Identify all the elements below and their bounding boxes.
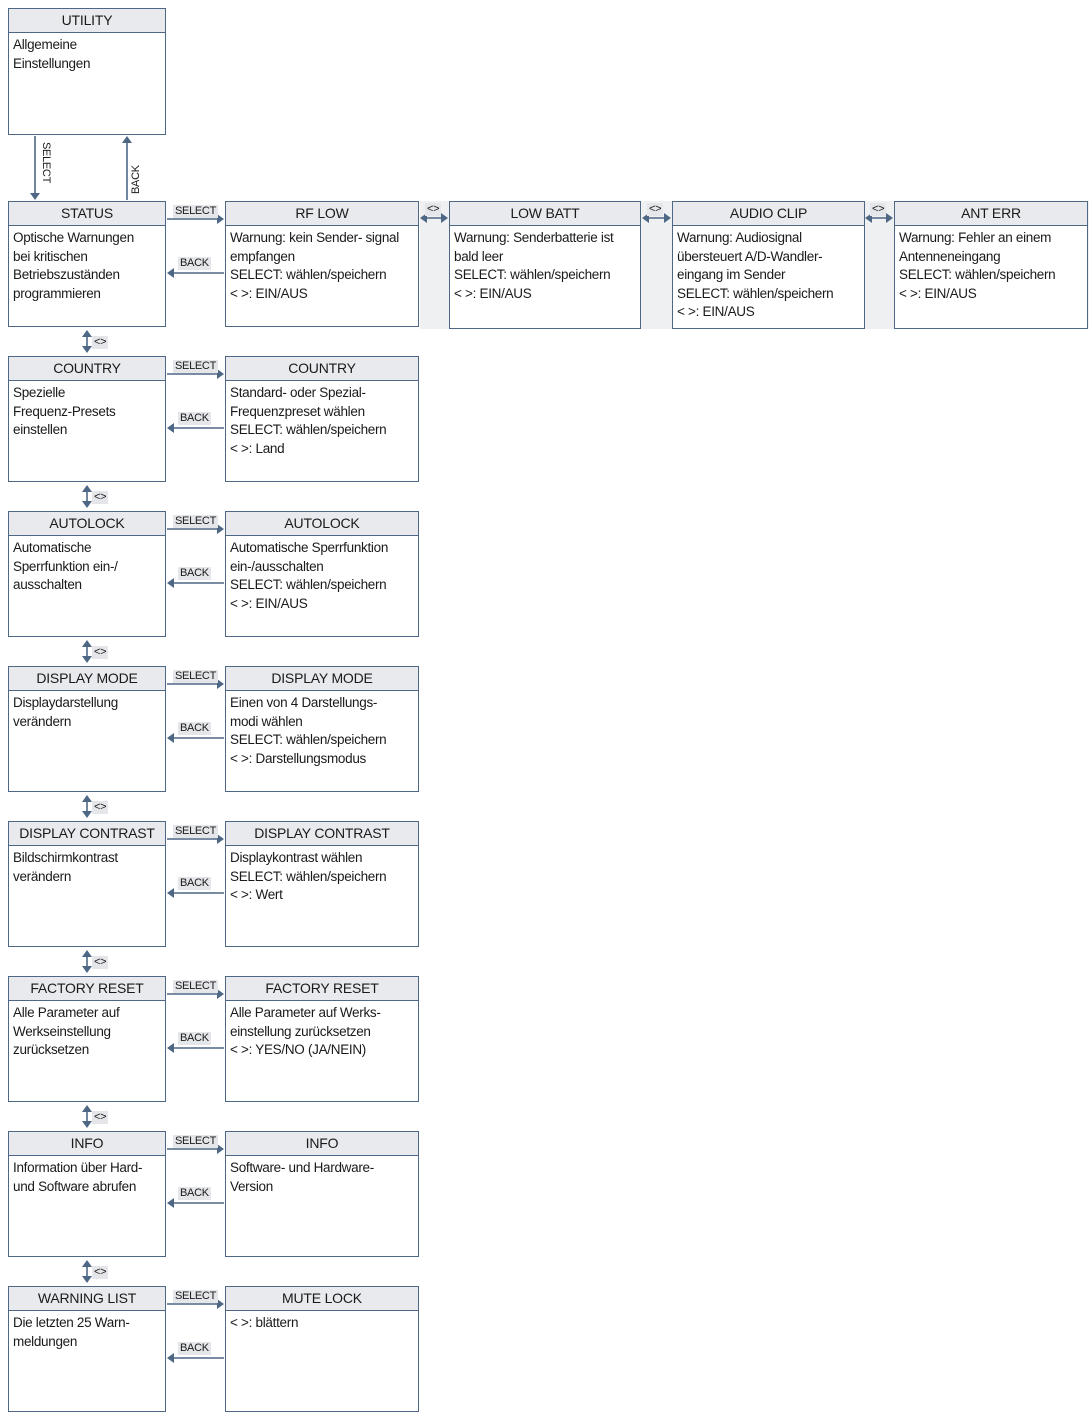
- menu-box-5-line: zurücksetzen: [13, 1042, 89, 1057]
- menu-box-1-line: Frequenz-Presets: [13, 403, 116, 419]
- menu-box-6[interactable]: [8, 1131, 166, 1257]
- status-chain-box-1-line: < >: EIN/AUS: [677, 304, 755, 319]
- status-chain-box-0-line: < >: EIN/AUS: [454, 285, 532, 301]
- select-arrowhead-5: [217, 989, 224, 999]
- chain-nav-label-2: <>: [872, 203, 885, 215]
- select-arrowhead-2: [217, 524, 224, 534]
- select-label-3: SELECT: [175, 670, 216, 682]
- submenu-box-4-text: [226, 846, 418, 905]
- submenu-box-3-line: SELECT: wählen/speichern: [230, 732, 387, 747]
- submenu-box-1-line: Frequenzpreset wählen: [230, 403, 365, 419]
- chain-nav-label-0: <>: [427, 203, 440, 215]
- nav-arrowhead-down-1: [82, 501, 92, 508]
- menu-box-0-line: Betriebszuständen: [13, 267, 120, 282]
- menu-box-0-line: Optische Warnungen: [13, 230, 134, 245]
- back-arrowhead-3: [167, 733, 174, 743]
- menu-box-5[interactable]: [8, 976, 166, 1102]
- back-arrowhead-7: [167, 1353, 174, 1363]
- select-label-1: SELECT: [175, 360, 216, 372]
- submenu-box-6-line: Software- und Hardware-: [230, 1160, 374, 1175]
- utility-box-line: Einstellungen: [13, 55, 91, 71]
- submenu-box-3[interactable]: [225, 666, 419, 792]
- submenu-box-5-line: einstellung zurücksetzen: [230, 1023, 371, 1039]
- nav-arrowhead-down-0: [82, 346, 92, 353]
- submenu-box-7[interactable]: [225, 1286, 419, 1412]
- status-chain-box-1-line: eingang im Sender: [677, 267, 786, 282]
- back-arrowhead-5: [167, 1043, 174, 1053]
- select-label-0: SELECT: [175, 205, 216, 217]
- submenu-box-2-line: SELECT: wählen/speichern: [230, 577, 387, 592]
- menu-box-2-line: Automatische: [13, 540, 92, 555]
- status-chain-box-0[interactable]: [449, 201, 641, 329]
- select-arrowhead-0: [217, 214, 224, 224]
- submenu-box-2-title: AUTOLOCK: [226, 512, 418, 536]
- select-arrowhead-4: [217, 834, 224, 844]
- menu-box-0-line: programmieren: [13, 285, 101, 301]
- back-label-0: BACK: [180, 257, 209, 269]
- submenu-box-5-line: Alle Parameter auf Werks-: [230, 1005, 381, 1020]
- submenu-box-0-line: SELECT: wählen/speichern: [230, 267, 387, 282]
- menu-box-7-line: Die letzten 25 Warn-: [13, 1315, 130, 1330]
- status-chain-box-0-title: LOW BATT: [450, 202, 640, 226]
- utility-box-line: Allgemeine: [13, 37, 77, 52]
- menu-box-4[interactable]: [8, 821, 166, 947]
- status-chain-box-0-line: bald leer: [454, 248, 504, 264]
- submenu-box-2-line: ein-/ausschalten: [230, 558, 324, 574]
- submenu-box-1-line: < >: Land: [230, 440, 285, 456]
- back-arrowhead-2: [167, 578, 174, 588]
- submenu-box-0-line: < >: EIN/AUS: [230, 285, 308, 301]
- back-label-6: BACK: [180, 1187, 209, 1199]
- submenu-box-1-line: SELECT: wählen/speichern: [230, 422, 387, 437]
- submenu-box-2-text: [226, 536, 418, 613]
- submenu-box-2[interactable]: [225, 511, 419, 637]
- back-arrowhead-4: [167, 888, 174, 898]
- nav-label-1: <>: [94, 491, 107, 503]
- menu-box-2-line: ausschalten: [13, 577, 82, 592]
- menu-box-6-title: INFO: [9, 1132, 165, 1156]
- nav-label-6: <>: [94, 1266, 107, 1278]
- menu-box-2-title: AUTOLOCK: [9, 512, 165, 536]
- submenu-box-0-text: [226, 226, 418, 303]
- nav-label-0: <>: [94, 336, 107, 348]
- menu-box-2[interactable]: [8, 511, 166, 637]
- status-chain-box-1-title: AUDIO CLIP: [673, 202, 864, 226]
- submenu-box-5[interactable]: [225, 976, 419, 1102]
- menu-box-1-line: Spezielle: [13, 385, 66, 400]
- utility-box-title: UTILITY: [9, 9, 165, 33]
- select-arrowhead-3: [217, 679, 224, 689]
- status-chain-box-2-line: < >: EIN/AUS: [899, 285, 977, 301]
- menu-box-7-line: meldungen: [13, 1333, 78, 1349]
- submenu-box-4[interactable]: [225, 821, 419, 947]
- menu-box-2-line: Sperrfunktion ein-/: [13, 558, 118, 574]
- menu-box-6-line: und Software abrufen: [13, 1178, 137, 1194]
- menu-box-6-text: [9, 1156, 165, 1196]
- nav-arrowhead-up-3: [82, 795, 92, 802]
- submenu-box-3-line: < >: Darstellungsmodus: [230, 750, 366, 766]
- menu-box-7-text: [9, 1311, 165, 1351]
- submenu-box-3-text: [226, 691, 418, 768]
- nav-arrowhead-up-0: [82, 330, 92, 337]
- menu-box-4-line: verändern: [13, 868, 72, 884]
- status-chain-box-1-line: Warnung: Audiosignal: [677, 230, 802, 245]
- submenu-box-0-title: RF LOW: [226, 202, 418, 226]
- back-label-2: BACK: [180, 567, 209, 579]
- back-arrowhead-1: [167, 423, 174, 433]
- submenu-box-4-line: < >: Wert: [230, 887, 283, 902]
- submenu-box-4-title: DISPLAY CONTRAST: [226, 822, 418, 846]
- submenu-box-3-title: DISPLAY MODE: [226, 667, 418, 691]
- status-chain-box-2-line: Warnung: Fehler an einem: [899, 230, 1052, 245]
- submenu-box-0-line: empfangen: [230, 248, 295, 264]
- nav-arrowhead-up-1: [82, 485, 92, 492]
- nav-arrowhead-up-6: [82, 1260, 92, 1267]
- nav-arrowhead-down-6: [82, 1276, 92, 1283]
- submenu-box-2-line: Automatische Sperrfunktion: [230, 540, 389, 555]
- select-label-2: SELECT: [175, 515, 216, 527]
- chain-nav-label-1: <>: [649, 203, 662, 215]
- back-label-4: BACK: [180, 877, 209, 889]
- utility-box[interactable]: [8, 8, 166, 135]
- select-label-vertical: SELECT: [40, 142, 52, 183]
- nav-arrowhead-up-5: [82, 1105, 92, 1112]
- back-label-5: BACK: [180, 1032, 209, 1044]
- menu-box-5-line: Alle Parameter auf: [13, 1005, 120, 1020]
- submenu-box-0-line: Warnung: kein Sender- signal: [230, 230, 399, 245]
- arrowhead-down: [30, 193, 40, 200]
- submenu-box-7-title: MUTE LOCK: [226, 1287, 418, 1311]
- status-chain-box-2[interactable]: [894, 201, 1088, 329]
- menu-box-0[interactable]: [8, 201, 166, 327]
- utility-box-text: [9, 33, 165, 73]
- menu-box-5-title: FACTORY RESET: [9, 977, 165, 1001]
- status-chain-box-0-line: SELECT: wählen/speichern: [454, 267, 611, 282]
- menu-box-6-line: Information über Hard-: [13, 1160, 143, 1175]
- nav-label-3: <>: [94, 801, 107, 813]
- submenu-box-1-line: Standard- oder Spezial-: [230, 385, 366, 400]
- submenu-box-4-line: Displaykontrast wählen: [230, 850, 363, 865]
- select-label-4: SELECT: [175, 825, 216, 837]
- back-arrowhead-0: [167, 268, 174, 278]
- submenu-box-3-line: Einen von 4 Darstellungs-: [230, 695, 378, 710]
- submenu-box-6[interactable]: [225, 1131, 419, 1257]
- nav-arrowhead-down-4: [82, 966, 92, 973]
- status-chain-box-0-text: [450, 226, 640, 303]
- status-chain-box-2-title: ANT ERR: [895, 202, 1087, 226]
- menu-box-3-text: [9, 691, 165, 731]
- menu-box-4-title: DISPLAY CONTRAST: [9, 822, 165, 846]
- submenu-box-5-line: < >: YES/NO (JA/NEIN): [230, 1042, 366, 1057]
- submenu-box-5-text: [226, 1001, 418, 1060]
- nav-arrowhead-up-2: [82, 640, 92, 647]
- nav-label-4: <>: [94, 956, 107, 968]
- menu-box-0-title: STATUS: [9, 202, 165, 226]
- nav-label-5: <>: [94, 1111, 107, 1123]
- submenu-box-0[interactable]: [225, 201, 419, 327]
- nav-arrowhead-up-4: [82, 950, 92, 957]
- menu-box-1-text: [9, 381, 165, 440]
- back-label-vertical: BACK: [130, 165, 142, 194]
- back-label-1: BACK: [180, 412, 209, 424]
- status-chain-box-2-text: [895, 226, 1087, 303]
- menu-box-7[interactable]: [8, 1286, 166, 1412]
- submenu-box-5-title: FACTORY RESET: [226, 977, 418, 1001]
- select-arrowhead-6: [217, 1144, 224, 1154]
- submenu-box-6-line: Version: [230, 1178, 273, 1194]
- menu-box-3-title: DISPLAY MODE: [9, 667, 165, 691]
- status-chain-box-1-text: [673, 226, 864, 322]
- submenu-box-7-text: [226, 1311, 418, 1333]
- select-label-5: SELECT: [175, 980, 216, 992]
- menu-box-4-text: [9, 846, 165, 886]
- menu-box-1-line: einstellen: [13, 422, 68, 437]
- status-chain-box-1-line: übersteuert A/D-Wandler-: [677, 248, 823, 264]
- select-arrowhead-7: [217, 1299, 224, 1309]
- nav-label-2: <>: [94, 646, 107, 658]
- menu-box-3-line: verändern: [13, 713, 72, 729]
- arrowhead-up: [122, 136, 132, 143]
- status-chain-box-0-line: Warnung: Senderbatterie ist: [454, 230, 614, 245]
- back-label-3: BACK: [180, 722, 209, 734]
- status-chain-box-2-line: SELECT: wählen/speichern: [899, 267, 1056, 282]
- menu-box-1-title: COUNTRY: [9, 357, 165, 381]
- menu-box-3-line: Displaydarstellung: [13, 695, 118, 710]
- nav-arrowhead-down-3: [82, 811, 92, 818]
- select-label-7: SELECT: [175, 1290, 216, 1302]
- menu-box-2-text: [9, 536, 165, 595]
- select-label-6: SELECT: [175, 1135, 216, 1147]
- status-chain-box-2-line: Antenneneingang: [899, 248, 1001, 264]
- menu-box-7-title: WARNING LIST: [9, 1287, 165, 1311]
- menu-box-0-line: bei kritischen: [13, 248, 88, 264]
- submenu-box-1[interactable]: [225, 356, 419, 482]
- menu-box-1[interactable]: [8, 356, 166, 482]
- submenu-box-6-title: INFO: [226, 1132, 418, 1156]
- submenu-box-7-line: < >: blättern: [230, 1315, 299, 1330]
- back-arrowhead-6: [167, 1198, 174, 1208]
- nav-arrowhead-down-2: [82, 656, 92, 663]
- status-chain-box-1-line: SELECT: wählen/speichern: [677, 285, 834, 301]
- nav-arrowhead-down-5: [82, 1121, 92, 1128]
- back-label-7: BACK: [180, 1342, 209, 1354]
- menu-box-0-text: [9, 226, 165, 303]
- submenu-box-4-line: SELECT: wählen/speichern: [230, 868, 387, 884]
- submenu-box-1-text: [226, 381, 418, 458]
- menu-box-4-line: Bildschirmkontrast: [13, 850, 118, 865]
- status-chain-box-1[interactable]: [672, 201, 865, 329]
- submenu-box-2-line: < >: EIN/AUS: [230, 595, 308, 611]
- menu-box-5-text: [9, 1001, 165, 1060]
- submenu-box-6-text: [226, 1156, 418, 1196]
- submenu-box-3-line: modi wählen: [230, 713, 303, 729]
- menu-box-3[interactable]: [8, 666, 166, 792]
- menu-box-5-line: Werkseinstellung: [13, 1023, 111, 1039]
- submenu-box-1-title: COUNTRY: [226, 357, 418, 381]
- select-arrowhead-1: [217, 369, 224, 379]
